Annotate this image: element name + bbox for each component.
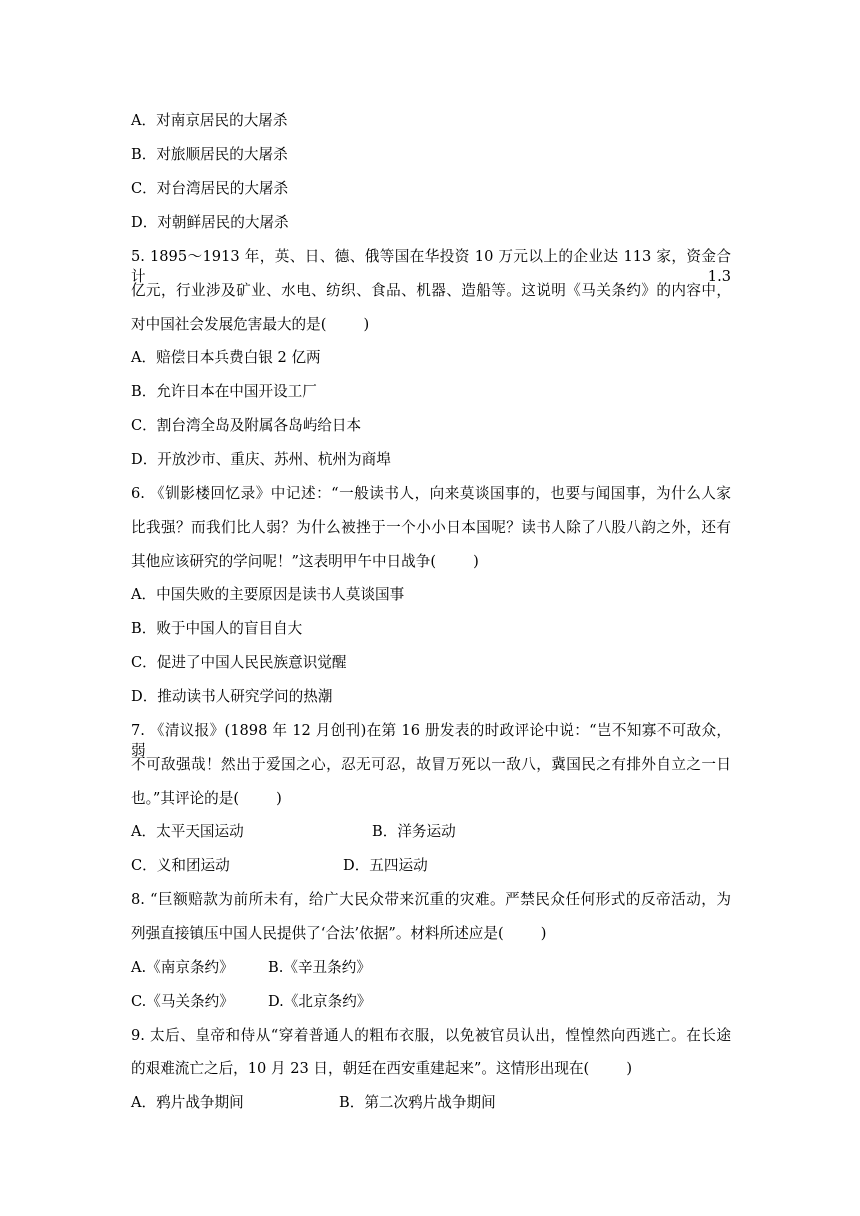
q9-stem-line-2: 的艰难流亡之后，10 月 23 日，朝廷在西安重建起来”。这情形出现在( ) [131,1060,633,1077]
q7-stem-line-2: 不可敌强哉！然出于爱国之心，忍无可忍，故冒万死以一敌八，冀国民之有排外自立之一日 [131,756,731,773]
q8-stem-line-2: 列强直接镇压中国人民提供了‘合法’依据”。材料所述应是( ) [131,925,547,942]
q6-option-b: B．败于中国人的盲目自大 [131,620,303,637]
q9-option-b: B．第二次鸦片战争期间 [339,1094,496,1111]
q6-option-c: C．促进了中国人民民族意识觉醒 [131,654,347,671]
q5-stem-line-2: 亿元，行业涉及矿业、水电、纺织、食品、机器、造船等。这说明《马关条约》的内容中， [131,282,731,299]
q7-option-a: A．太平天国运动 [131,823,244,840]
q5-option-d: D．开放沙市、重庆、苏州、杭州为商埠 [131,451,391,468]
q6-option-a: A．中国失败的主要原因是读书人莫谈国事 [131,586,405,603]
q5-option-b: B．允许日本在中国开设工厂 [131,383,317,400]
q4-option-d: D．对朝鲜居民的大屠杀 [131,214,289,231]
q8-option-d: D.《北京条约》 [268,993,372,1010]
q6-option-d: D．推动读书人研究学问的热潮 [131,688,333,705]
q7-option-d: D．五四运动 [343,857,428,874]
q4-option-a: A．对南京居民的大屠杀 [131,112,288,129]
q8-stem-line-1: 8. “巨额赔款为前所未有，给广大民众带来沉重的灾难。严禁民众任何形式的反帝活动，为 [131,891,731,908]
q8-option-c: C.《马关条约》 [131,993,234,1010]
q7-option-b: B．洋务运动 [372,823,456,840]
q4-option-c: C．对台湾居民的大屠杀 [131,180,289,197]
q8-option-a: A.《南京条约》 [131,959,234,976]
q7-stem-line-1: 7. 《清议报》(1898 年 12 月创刊)在第 16 册发表的时政评论中说：“岂不知寡不可敌众，弱 [131,722,731,759]
q6-stem-line-3: 其他应该研究的学问呢！”这表明甲午中日战争( ) [131,553,479,570]
q8-option-b: B.《辛丑条约》 [268,959,371,976]
q7-option-c: C．义和团运动 [131,857,230,874]
q5-stem-line-1: 5. 1895～1913 年，英、日、德、俄等国在华投资 10 万元以上的企业达 113 家，资金合计 1.3 [131,248,731,285]
q5-stem-line-3: 对中国社会发展危害最大的是( ) [131,316,370,333]
q5-option-a: A．赔偿日本兵费白银 2 亿两 [131,349,321,366]
q6-stem-line-2: 比我强？而我们比人弱？为什么被挫于一个小小日本国呢？读书人除了八股八韵之外，还有 [131,519,731,536]
q7-stem-line-3: 也。”其评论的是( ) [131,790,282,807]
q9-stem-line-1: 9. 太后、皇帝和侍从“穿着普通人的粗布衣服，以免被官员认出，惶惶然向西逃亡。在长途 [131,1027,731,1044]
q6-stem-line-1: 6. 《钏影楼回忆录》中记述：“一般读书人，向来莫谈国事的，也要与闻国事，为什么人家 [131,485,731,502]
q5-option-c: C．割台湾全岛及附属各岛屿给日本 [131,417,362,434]
q9-option-a: A．鸦片战争期间 [131,1094,244,1111]
q4-option-b: B．对旅顺居民的大屠杀 [131,146,288,163]
